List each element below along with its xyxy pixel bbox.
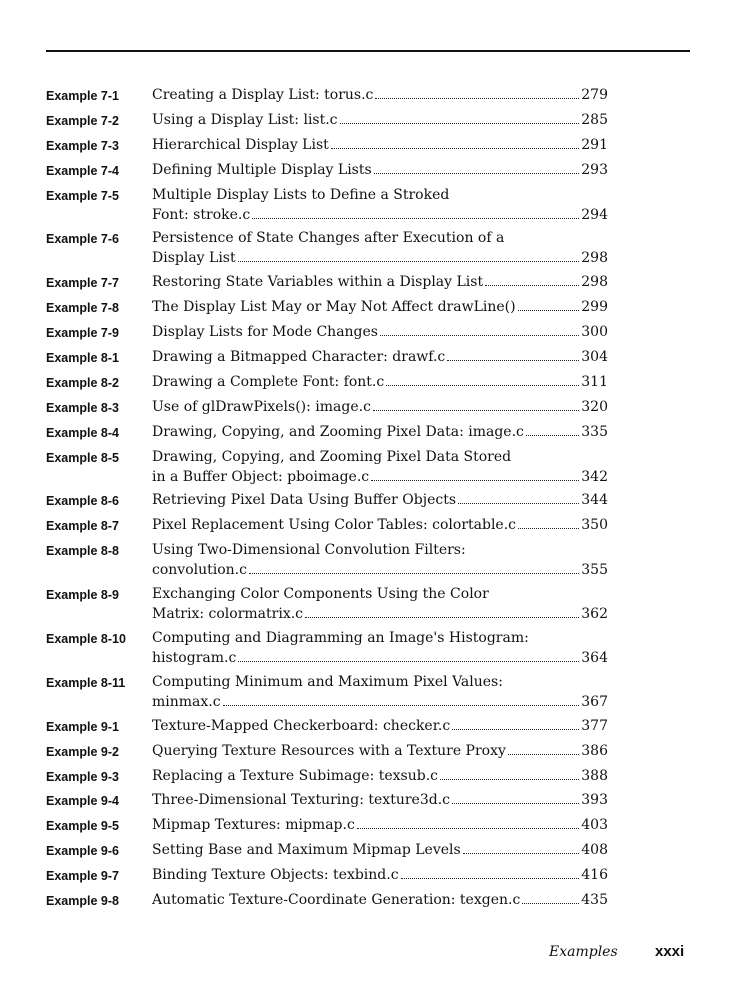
example-label: Example 7-6 — [46, 232, 119, 247]
page-ref: 294 — [581, 206, 608, 223]
example-title — [152, 228, 608, 268]
list-item — [46, 741, 608, 762]
list-item — [46, 422, 608, 443]
dot-leader — [440, 778, 579, 780]
list-item — [46, 890, 608, 911]
dot-leader — [447, 359, 579, 361]
list-item — [46, 790, 608, 811]
dot-leader — [526, 434, 579, 436]
title-line: Retrieving Pixel Data Using Buffer Objects — [152, 492, 457, 509]
dot-leader — [249, 572, 579, 574]
title-line: Querying Texture Resources with a Texture Proxy — [152, 742, 506, 759]
page-ref: 364 — [581, 650, 608, 667]
example-title — [152, 741, 608, 761]
example-label: Example 9-8 — [46, 894, 119, 909]
example-title — [152, 584, 608, 624]
example-label: Example 9-1 — [46, 719, 119, 734]
page-ref: 362 — [581, 606, 608, 623]
title-line: in a Buffer Object: pboimage.c — [152, 468, 370, 485]
example-label: Example 8-1 — [46, 351, 119, 366]
example-title — [152, 890, 608, 910]
title-line: Persistence of State Changes after Execution of a — [152, 230, 505, 247]
example-title — [152, 297, 608, 317]
title-line: Display Lists for Mode Changes — [152, 324, 378, 341]
title-line: Three-Dimensional Texturing: texture3d.c — [152, 792, 450, 809]
example-label: Example 8-9 — [46, 588, 119, 603]
page-ref: 298 — [581, 250, 608, 267]
dot-leader — [223, 704, 580, 706]
list-item — [46, 540, 608, 580]
example-label: Example 9-7 — [46, 869, 119, 884]
example-label: Example 8-2 — [46, 375, 119, 390]
example-title — [152, 672, 608, 712]
example-title — [152, 540, 608, 580]
example-title — [152, 628, 608, 668]
page-ref: 291 — [581, 136, 608, 153]
example-title — [152, 347, 608, 367]
page-ref: 285 — [581, 111, 608, 128]
title-line: convolution.c — [152, 562, 247, 579]
list-item — [46, 490, 608, 511]
title-line: Setting Base and Maximum Mipmap Levels — [152, 842, 461, 859]
dot-leader — [340, 122, 580, 124]
page-ref: 304 — [581, 349, 608, 366]
dot-leader — [305, 616, 579, 618]
list-item — [46, 110, 608, 131]
page-ref: 299 — [581, 299, 608, 316]
page-ref: 335 — [581, 423, 608, 440]
title-line: The Display List May or May Not Affect drawLine() — [152, 299, 516, 316]
page-ref: 279 — [581, 87, 608, 103]
dot-leader — [357, 827, 579, 829]
title-line: Texture-Mapped Checkerboard: checker.c — [152, 717, 451, 734]
example-title — [152, 716, 608, 736]
title-line: Binding Texture Objects: texbind.c — [152, 867, 399, 884]
dot-leader — [463, 852, 580, 854]
dot-leader — [508, 753, 579, 755]
example-title — [152, 397, 608, 417]
example-title — [152, 135, 608, 155]
list-item — [46, 716, 608, 737]
example-label: Example 8-10 — [46, 632, 126, 647]
example-title — [152, 372, 608, 392]
dot-leader — [452, 802, 579, 804]
title-line: Restoring State Variables within a Display List — [152, 274, 484, 291]
example-title — [152, 815, 608, 835]
dot-leader — [518, 527, 579, 529]
example-label: Example 7-3 — [46, 138, 119, 153]
page-ref: 377 — [581, 717, 608, 734]
dot-leader — [371, 479, 579, 481]
list-item — [46, 135, 608, 156]
title-line: Pixel Replacement Using Color Tables: colortable.c — [152, 517, 517, 534]
example-title — [152, 85, 608, 105]
page-number: xxxi — [655, 943, 685, 960]
title-line: Creating a Display List: torus.c — [152, 87, 374, 103]
title-line: Drawing a Bitmapped Character: drawf.c — [152, 349, 446, 366]
dot-leader — [485, 284, 579, 286]
example-title — [152, 515, 608, 535]
dot-leader — [375, 97, 579, 99]
list-item — [46, 397, 608, 418]
dot-leader — [238, 260, 580, 262]
page-ref: 408 — [581, 842, 608, 859]
list-item — [46, 372, 608, 393]
example-label: Example 8-11 — [46, 675, 126, 690]
example-label: Example 7-7 — [46, 276, 119, 291]
list-item — [46, 766, 608, 787]
example-label: Example 7-8 — [46, 301, 119, 316]
title-line: minmax.c — [152, 693, 221, 710]
page-ref: 350 — [581, 517, 608, 534]
page-ref: 311 — [581, 373, 608, 390]
list-item — [46, 628, 608, 668]
list-item — [46, 160, 608, 181]
title-line: Display List — [152, 250, 236, 267]
example-label: Example 7-5 — [46, 188, 119, 203]
list-item — [46, 322, 608, 343]
example-label: Example 9-4 — [46, 794, 119, 809]
example-label: Example 8-8 — [46, 544, 119, 559]
header-rule — [46, 50, 690, 52]
title-line: Drawing, Copying, and Zooming Pixel Data Stored — [152, 448, 512, 465]
example-label: Example 8-4 — [46, 425, 119, 440]
example-title — [152, 865, 608, 885]
example-title — [152, 160, 608, 180]
dot-leader — [331, 147, 579, 149]
page-ref: 386 — [581, 742, 608, 759]
dot-leader — [380, 334, 579, 336]
example-label: Example 9-2 — [46, 744, 119, 759]
list-item — [46, 85, 608, 106]
dot-leader — [401, 877, 580, 879]
dot-leader — [386, 384, 579, 386]
title-line: Font: stroke.c — [152, 206, 251, 223]
page-ref: 293 — [581, 161, 608, 178]
title-line: Using a Display List: list.c — [152, 111, 338, 128]
title-line: Use of glDrawPixels(): image.c — [152, 398, 371, 415]
example-title — [152, 110, 608, 130]
page-ref: 416 — [581, 867, 608, 884]
list-item — [46, 840, 608, 861]
title-line: Exchanging Color Components Using the Color — [152, 586, 489, 603]
example-title — [152, 790, 608, 810]
title-line: Drawing, Copying, and Zooming Pixel Data: image.c — [152, 423, 524, 440]
title-line: Computing and Diagramming an Image's Histogram: — [152, 630, 529, 647]
page-ref: 403 — [581, 817, 608, 834]
dot-leader — [458, 502, 579, 504]
example-title — [152, 185, 608, 225]
title-line: Replacing a Texture Subimage: texsub.c — [152, 767, 439, 784]
dot-leader — [238, 660, 579, 662]
example-label: Example 8-6 — [46, 494, 119, 509]
example-title — [152, 322, 608, 342]
title-line: Matrix: colormatrix.c — [152, 606, 304, 623]
title-line: histogram.c — [152, 650, 237, 667]
example-label: Example 8-5 — [46, 450, 119, 465]
example-label: Example 7-9 — [46, 326, 119, 341]
title-line: Drawing a Complete Font: font.c — [152, 373, 385, 390]
page-ref: 298 — [581, 274, 608, 291]
example-title — [152, 422, 608, 442]
dot-leader — [374, 172, 580, 174]
list-item — [46, 272, 608, 293]
example-label: Example 9-3 — [46, 769, 119, 784]
example-title — [152, 490, 608, 510]
example-label: Example 9-6 — [46, 844, 119, 859]
title-line: Computing Minimum and Maximum Pixel Values: — [152, 673, 503, 690]
example-title — [152, 447, 608, 487]
title-line: Automatic Texture-Coordinate Generation: texgen.c — [152, 892, 521, 909]
example-label: Example 8-3 — [46, 400, 119, 415]
example-label: Example 9-5 — [46, 819, 119, 834]
example-title — [152, 840, 608, 860]
list-item — [46, 584, 608, 624]
title-line: Mipmap Textures: mipmap.c — [152, 817, 355, 834]
page-ref: 388 — [581, 767, 608, 784]
title-line: Multiple Display Lists to Define a Stroked — [152, 186, 450, 203]
page-ref: 393 — [581, 792, 608, 809]
page-ref: 320 — [581, 398, 608, 415]
title-line: Defining Multiple Display Lists — [152, 161, 372, 178]
page-ref: 435 — [581, 892, 608, 909]
dot-leader — [252, 217, 579, 219]
page-ref: 367 — [581, 693, 608, 710]
example-label: Example 7-1 — [46, 89, 119, 103]
dot-leader — [373, 409, 579, 411]
list-item — [46, 228, 608, 268]
list-item — [46, 447, 608, 487]
dot-leader — [518, 309, 580, 311]
list-item — [46, 815, 608, 836]
page-ref: 355 — [581, 562, 608, 579]
list-item — [46, 347, 608, 368]
list-item — [46, 185, 608, 225]
list-item — [46, 515, 608, 536]
example-label: Example 8-7 — [46, 519, 119, 534]
example-title — [152, 272, 608, 292]
example-label: Example 7-2 — [46, 113, 119, 128]
list-item — [46, 672, 608, 712]
dot-leader — [452, 728, 579, 730]
page-ref: 300 — [581, 324, 608, 341]
list-item — [46, 865, 608, 886]
example-title — [152, 766, 608, 786]
examples-list — [46, 85, 608, 915]
list-item — [46, 297, 608, 318]
example-label: Example 7-4 — [46, 163, 119, 178]
page-ref: 344 — [581, 492, 608, 509]
running-footer-title: Examples — [549, 944, 618, 960]
dot-leader — [522, 902, 579, 904]
page-ref: 342 — [581, 468, 608, 485]
title-line: Hierarchical Display List — [152, 136, 329, 153]
title-line: Using Two-Dimensional Convolution Filters: — [152, 542, 466, 559]
